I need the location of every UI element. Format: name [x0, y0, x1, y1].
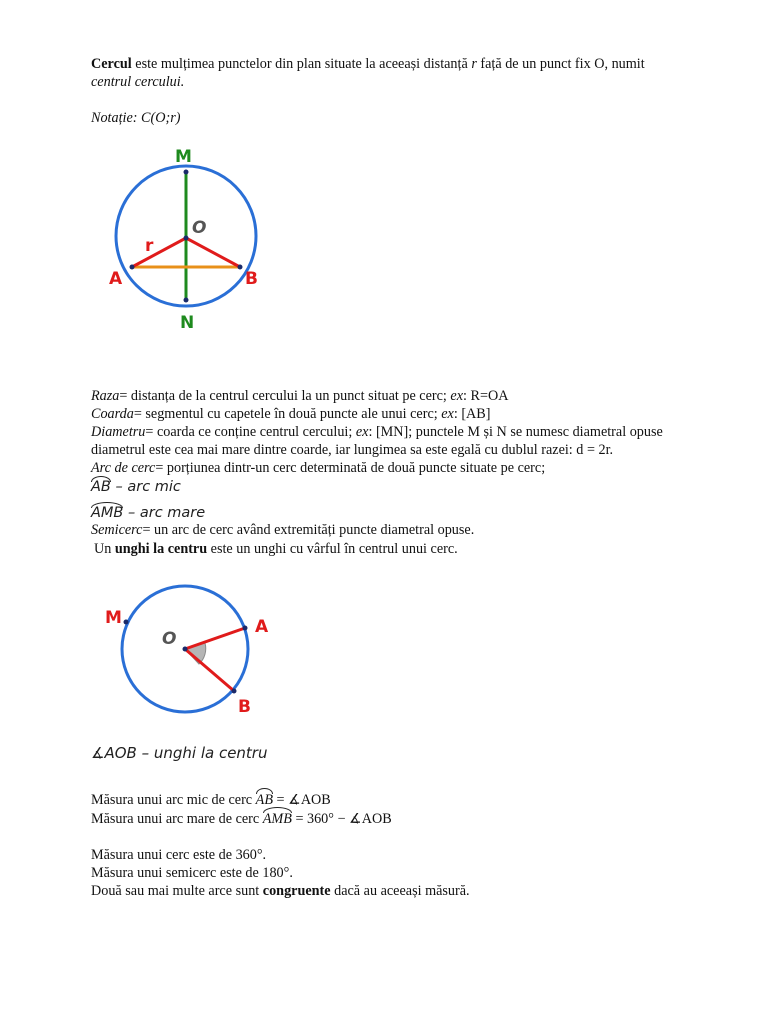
- def-arc: Arc de cerc= porțiunea dintr-un cerc determinată de două puncte situate pe cerc;: [91, 460, 546, 476]
- central-angle-diagram: [95, 575, 295, 725]
- measure-arc-mic: Măsura unui arc mic de cerc AB = ∡AOB: [91, 792, 331, 808]
- label-o: O: [192, 218, 207, 238]
- arc-mare: AMB – arc mare: [91, 505, 206, 521]
- label-a: A: [255, 617, 269, 637]
- label-m: M: [175, 147, 192, 167]
- point-b: [238, 265, 243, 270]
- arc-mic: AB – arc mic: [91, 479, 181, 495]
- notation: Notație: C(O;r): [91, 110, 181, 126]
- term-cercul: Cercul: [91, 56, 132, 72]
- point-o: [184, 236, 189, 241]
- def-diametru-cont: diametrul este cea mai mare dintre coarde, iar lungimea sa este egală cu dublul razei: d = 2r.: [91, 442, 614, 458]
- def-raza: Raza= distanța de la centrul cercului la un punct situat pe cerc; ex: R=OA: [91, 388, 509, 404]
- point-n: [184, 298, 189, 303]
- point-a: [130, 265, 135, 270]
- point-m: [184, 170, 189, 175]
- definition-circle-cont: centrul cercului.: [91, 74, 185, 90]
- arcs-congruent: Două sau mai multe arce sunt congruente dacă au aceeași măsură.: [91, 883, 470, 899]
- measure-arc-mare: Măsura unui arc mare de cerc AMB = 360° − ∡AOB: [91, 811, 392, 827]
- def-semicerc: Semicerc= un arc de cerc având extremități puncte diametral opuse.: [91, 522, 475, 538]
- radius-ob: [185, 649, 234, 691]
- label-o: O: [162, 629, 177, 649]
- radius-oa: [185, 628, 245, 649]
- def-diametru: Diametru= coarda ce conține centrul cercului; ex: [MN]; punctele M și N se numesc diametral opuse: [91, 424, 663, 440]
- angle-caption: ∡AOB – unghi la centru: [91, 744, 268, 762]
- def-unghi-centru: Un unghi la centru este un unghi cu vârful în centrul unui cerc.: [94, 541, 458, 557]
- label-a: A: [109, 269, 123, 289]
- point-b: [232, 689, 237, 694]
- point-m: [124, 620, 129, 625]
- measure-cerc: Măsura unui cerc este de 360°.: [91, 847, 267, 863]
- definition-circle: Cercul este mulțimea punctelor din plan situate la aceeași distanță r față de un punct fix O, numit: [91, 56, 645, 72]
- label-n: N: [180, 313, 195, 333]
- radius-ob: [186, 238, 240, 267]
- measure-semicerc: Măsura unui semicerc este de 180°.: [91, 865, 293, 881]
- label-r: r: [145, 236, 154, 256]
- radius-oa: [132, 238, 186, 267]
- point-a: [243, 626, 248, 631]
- circle-diagram: [95, 140, 295, 340]
- point-o: [183, 647, 188, 652]
- def-coarda: Coarda= segmentul cu capetele în două puncte ale unui cerc; ex: [AB]: [91, 406, 491, 422]
- label-b: B: [238, 697, 251, 717]
- label-b: B: [245, 269, 258, 289]
- label-m: M: [105, 608, 122, 628]
